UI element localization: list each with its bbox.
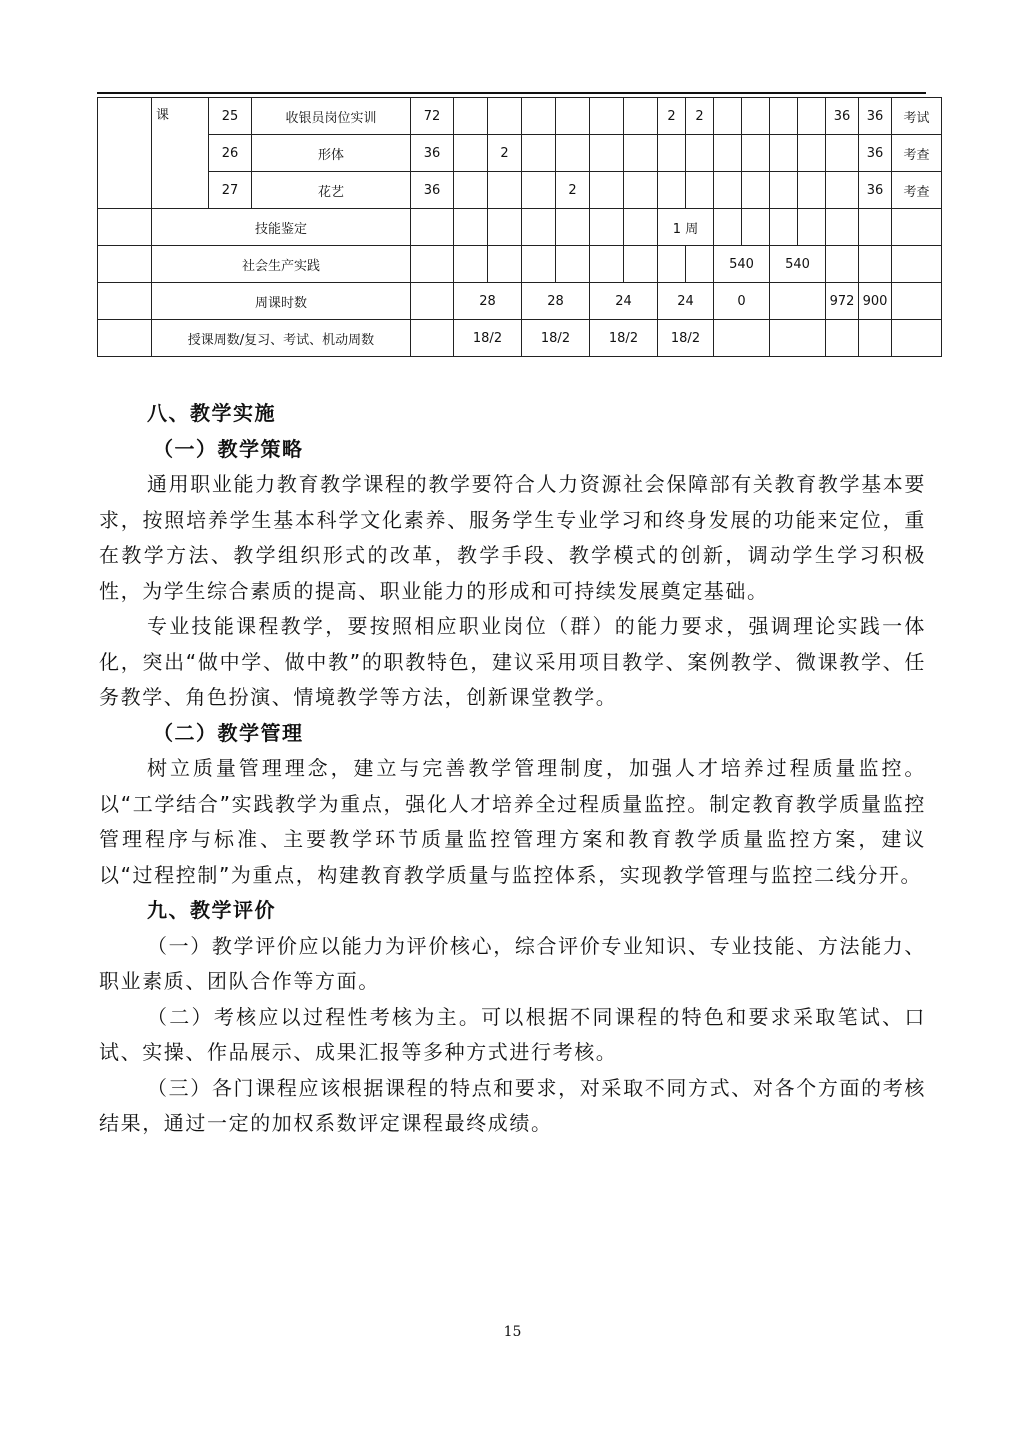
paragraph: 专业技能课程教学，要按照相应职业岗位（群）的能力要求，强调理论实践一体化，突出“做中学、做中教”的职教特色，建议采用项目教学、案例教学、微课教学、任务教学、角色扮演、情境教学等方法，创新课堂教学。 [99, 614, 926, 709]
week-cell [714, 209, 742, 246]
week-cell [522, 98, 556, 135]
week-cell [686, 135, 714, 172]
week-cell [658, 135, 686, 172]
week-cell [798, 172, 826, 209]
paragraph: （一）教学评价应以能力为评价核心，综合评价专业知识、专业技能、方法能力、职业素质、团队合作等方面。 [99, 933, 926, 993]
section-heading: 九、教学评价 [147, 898, 276, 922]
teaching-weeks-value [714, 320, 770, 357]
week-cell [770, 135, 798, 172]
total-cell [859, 209, 892, 246]
paragraph: （三）各门课程应该根据课程的特点和要求，对采取不同方式、对各个方面的考核结果，通过一定的加权系数评定课程最终成绩。 [99, 1075, 926, 1135]
total-cell [826, 320, 859, 357]
weekly-hours-value: 28 [454, 283, 522, 320]
social-practice-value: 540 [714, 246, 770, 283]
course-hours: 36 [411, 172, 454, 209]
total-cell [826, 135, 859, 172]
table-cell [98, 320, 152, 357]
week-cell [590, 209, 624, 246]
total-cell: 36 [859, 135, 892, 172]
skill-label: 技能鉴定 [152, 209, 411, 246]
week-cell [556, 246, 590, 283]
exam-type: 考查 [892, 172, 942, 209]
week-cell [590, 246, 624, 283]
course-schedule-table [97, 97, 942, 357]
week-cell [488, 246, 522, 283]
teaching-weeks-value: 18/2 [658, 320, 714, 357]
week-cell [522, 135, 556, 172]
table-cell [98, 283, 152, 320]
week-cell [686, 246, 714, 283]
week-cell [714, 98, 742, 135]
table-cell [411, 209, 454, 246]
table-cell [411, 246, 454, 283]
week-cell: 2 [556, 172, 590, 209]
table-row [98, 246, 942, 283]
header-rule [97, 92, 926, 94]
course-hours: 36 [411, 135, 454, 172]
table-cell [411, 283, 454, 320]
total-cell: 36 [859, 172, 892, 209]
week-cell [454, 172, 488, 209]
week-cell [686, 172, 714, 209]
subsection-heading: （一）教学策略 [153, 436, 304, 461]
week-cell [624, 98, 658, 135]
teaching-weeks-value: 18/2 [522, 320, 590, 357]
week-cell [658, 172, 686, 209]
week-cell [624, 135, 658, 172]
total-cell [859, 246, 892, 283]
table-row [98, 209, 942, 246]
table-row [98, 320, 942, 357]
week-cell [798, 209, 826, 246]
teaching-weeks-value [770, 320, 826, 357]
page-number: 15 [503, 1324, 522, 1340]
week-cell [522, 209, 556, 246]
week-cell [454, 246, 488, 283]
paragraph: 树立质量管理理念，建立与完善教学管理制度，加强人才培养过程质量监控。以“工学结合”实践教学为重点，强化人才培养全过程质量监控。制定教育教学质量监控管理程序与标准、主要教学环节质量监控管理方案和教育教学质量监控方案，建议以“过程控制”为重点，构建教育教学质量与监控体系，实现教学管理与监控二线分开。 [99, 756, 926, 887]
week-cell [488, 172, 522, 209]
week-cell: 2 [488, 135, 522, 172]
week-cell [770, 172, 798, 209]
week-cell [742, 209, 770, 246]
course-no: 25 [209, 98, 252, 135]
week-cell [770, 98, 798, 135]
course-name: 收银员岗位实训 [252, 98, 411, 135]
week-cell [770, 209, 798, 246]
total-cell [826, 172, 859, 209]
teaching-weeks-value: 18/2 [454, 320, 522, 357]
week-cell: 2 [686, 98, 714, 135]
weekly-hours-label: 周课时数 [152, 283, 411, 320]
week-cell [556, 135, 590, 172]
course-hours: 72 [411, 98, 454, 135]
weekly-hours-value: 28 [522, 283, 590, 320]
week-cell [742, 135, 770, 172]
week-cell [624, 172, 658, 209]
weekly-hours-value: 24 [590, 283, 658, 320]
week-cell [624, 246, 658, 283]
table-row [98, 283, 942, 320]
week-cell [798, 135, 826, 172]
subsection-heading: （二）教学管理 [153, 720, 304, 745]
week-cell [798, 98, 826, 135]
paragraph: 通用职业能力教育教学课程的教学要符合人力资源社会保障部有关教育教学基本要求，按照培养学生基本科学文化素养、服务学生专业学习和终身发展的功能来定位，重在教学方法、教学组织形式的改革，教学手段、教学模式的创新，调动学生学习积极性，为学生综合素质的提高、职业能力的形成和可持续发展奠定基础。 [99, 472, 926, 603]
week-cell [556, 209, 590, 246]
table-row [98, 98, 942, 135]
document-body [99, 396, 926, 1142]
week-cell [454, 209, 488, 246]
week-cell [454, 135, 488, 172]
week-cell [658, 246, 686, 283]
weekly-hours-value: 0 [714, 283, 770, 320]
course-name: 花艺 [252, 172, 411, 209]
course-no: 26 [209, 135, 252, 172]
teaching-weeks-value: 18/2 [590, 320, 658, 357]
social-practice-value: 540 [770, 246, 826, 283]
weekly-hours-value: 24 [658, 283, 714, 320]
table-cell [892, 320, 942, 357]
week-cell [590, 98, 624, 135]
table-row [98, 172, 942, 209]
week-cell [742, 98, 770, 135]
table-cell [892, 283, 942, 320]
table-cell [98, 209, 152, 246]
week-cell [590, 172, 624, 209]
course-name: 形体 [252, 135, 411, 172]
week-cell [624, 209, 658, 246]
week-cell [488, 98, 522, 135]
table-cell [98, 98, 152, 209]
course-no: 27 [209, 172, 252, 209]
weekly-hours-value: 900 [859, 283, 892, 320]
weekly-hours-value: 972 [826, 283, 859, 320]
table-row [98, 135, 942, 172]
social-practice-label: 社会生产实践 [152, 246, 411, 283]
total-cell [826, 246, 859, 283]
teaching-weeks-label: 授课周数/复习、考试、机动周数 [152, 320, 411, 357]
week-cell [454, 98, 488, 135]
paragraph: （二）考核应以过程性考核为主。可以根据不同课程的特色和要求采取笔试、口试、实操、作品展示、成果汇报等多种方式进行考核。 [99, 1004, 926, 1064]
week-cell [556, 98, 590, 135]
week-cell [522, 172, 556, 209]
week-cell [590, 135, 624, 172]
week-cell [714, 172, 742, 209]
table-cell [892, 209, 942, 246]
week-cell [522, 246, 556, 283]
week-cell [488, 209, 522, 246]
week-cell [742, 172, 770, 209]
total-cell: 36 [859, 98, 892, 135]
skill-value: 1 周 [658, 209, 714, 246]
table-cell [892, 246, 942, 283]
total-cell [826, 209, 859, 246]
week-cell [714, 135, 742, 172]
section-heading: 八、教学实施 [147, 401, 276, 425]
total-cell: 36 [826, 98, 859, 135]
week-cell: 2 [658, 98, 686, 135]
exam-type: 考查 [892, 135, 942, 172]
table-cell [98, 246, 152, 283]
table-cell [411, 320, 454, 357]
weekly-hours-value [770, 283, 826, 320]
category-cell: 课 [152, 98, 209, 209]
exam-type: 考试 [892, 98, 942, 135]
total-cell [859, 320, 892, 357]
